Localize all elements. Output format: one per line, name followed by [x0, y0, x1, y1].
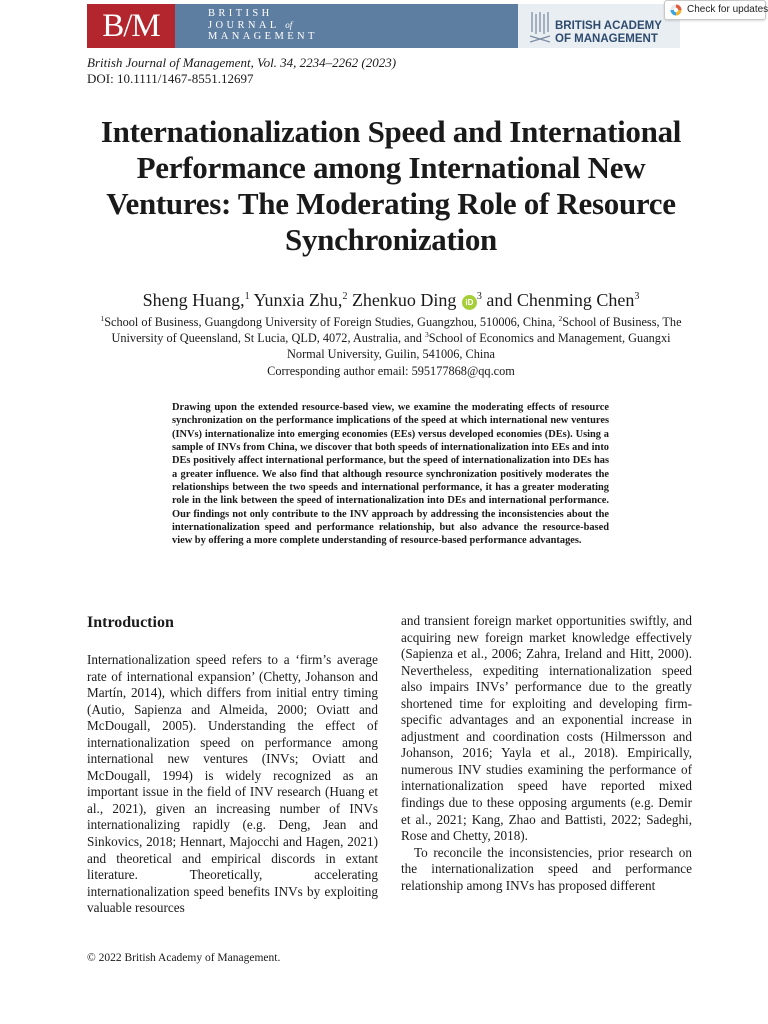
academy-line-2: OF MANAGEMENT	[555, 32, 658, 45]
affiliation-text: School of Business, The University of Queensland, St Lucia, QLD, 4072, Australia, and	[111, 315, 682, 346]
journal-reference: British Journal of Management, Vol. 34, 2234–2262 (2023)	[87, 55, 397, 70]
wordmark-line-3: MANAGEMENT	[208, 31, 318, 42]
abstract: Drawing upon the extended resource-based view, we examine the moderating effects of resource synchronization on the performance implications of the speed at which international new ventures (INVs) internationalize into emerging economies (EEs) versus developed economies (DEs). Using a sample of INVs from China, we discover that both speeds of internationalization into EEs and into DEs positively affect international performance, but the speed of internationalization into DEs has a greater influence. We also find that although resource synchronization positively moderates the relationships between the two speeds and international performance, it has a greater moderating role in the link between the speed of internationalization into DEs and international performance. Our findings not only contribute to the INV approach by addressing the inconsistencies about the internationalization speed and performance relationship, but also advance the resource-based view by offering a more complete understanding of resource-based performance advantages.	[172, 402, 609, 547]
affiliation-marker: 3	[634, 291, 640, 302]
affiliation-marker: 2	[558, 313, 563, 323]
affiliation-marker: 3	[424, 330, 429, 340]
body-paragraph: To reconcile the inconsistencies, prior research on the internationalization speed and performance relationship among INVs has proposed different	[401, 844, 692, 893]
author-name: Sheng Huang,	[142, 290, 245, 310]
section-heading-introduction: Introduction	[87, 614, 174, 631]
orcid-icon[interactable]: iD	[462, 295, 477, 310]
body-paragraph: and transient foreign market opportunities swiftly, and acquiring new foreign market knowledge effectively (Sapienza et al., 2006; Zahra, Ireland and Hitt, 2000). Nevertheless, expediting internationalization speed also impairs INVs’ performance due to the greatly shortened time for exploiting and developing firm-specific advantages and an exponential increase in adjustment and coordination costs (Hilmersson and Johanson, 2016; Yayla et al., 2018). Empirically, numerous INV studies examining the performance of internationalization speed have reported mixed findings due to these opposing arguments (e.g. Demir et al., 2021; Kang, Zhao and Battisti, 2022; Sadeghi, Rose and Chetty, 2018).	[401, 613, 692, 844]
corresponding-email: Corresponding author email: 595177868@qq.com	[267, 363, 515, 378]
affiliations	[96, 314, 686, 379]
affiliation-marker: 2	[342, 291, 348, 302]
body-paragraph: Internationalization speed refers to a ‘firm’s average rate of international expansion’ (Chetty, Johanson and Martín, 2014), which differs from initial entry timing (Autio, Sapienza and Almeida, 2000; Oviatt and McDougall, 2005). Understanding the effect of internationalization speed on performance among international new ventures (INVs; Oviatt and McDougall, 1994) is widely recognized as an important issue in the field of INV research (Huang et al., 2021), given an increasing number of INVs internationalizing rapidly (e.g. Deng, Jean and Sinkovics, 2018; Hennart, Majocchi and Hagen, 2021) and theoretical and empirical discords in extant literature. Theoretically, accelerating internationalization speed benefits INVs by exploiting valuable resources	[87, 652, 378, 916]
academy-name	[555, 20, 662, 45]
title-line: Synchronization	[285, 222, 497, 257]
journal-wordmark	[208, 8, 318, 43]
author-name: Yunxia Zhu,	[253, 290, 343, 310]
doi: DOI: 10.1111/1467-8551.12697	[87, 71, 254, 86]
crossmark-icon	[670, 4, 682, 16]
author-name: and Chenming Chen	[486, 290, 635, 310]
check-for-updates-button[interactable]	[664, 0, 766, 20]
affiliation-text: School of Business, Guangdong University of Foreign Studies, Guangzhou, 510006, China,	[104, 315, 559, 329]
title-line: Internationalization Speed and International	[100, 114, 682, 149]
academy-line-1: BRITISH ACADEMY	[555, 20, 662, 32]
wordmark-line-1: BRITISH	[208, 8, 273, 19]
left-column	[87, 613, 378, 917]
right-column	[401, 613, 692, 894]
academy-emblem-icon	[529, 10, 551, 44]
bjm-logo: B/M	[87, 4, 175, 48]
author-list	[80, 288, 702, 312]
title-line: Performance among International New	[136, 150, 646, 185]
wordmark-line-2: JOURNAL of	[208, 19, 293, 31]
title-line: Ventures: The Moderating Role of Resource	[106, 186, 676, 221]
affiliation-text: School of Economics and Management, Guangxi Normal University, Guilin, 541006, China	[287, 331, 671, 362]
affiliation-marker: 1	[244, 291, 250, 302]
citation-block	[87, 55, 396, 87]
article-title	[80, 114, 702, 258]
affiliation-marker: 1	[100, 313, 105, 323]
affiliation-marker: 3	[476, 291, 482, 302]
author-name: Zhenkuo Ding	[351, 290, 457, 310]
copyright-notice: © 2022 British Academy of Management.	[87, 952, 281, 964]
check-for-updates-label: Check for updates	[687, 4, 768, 15]
